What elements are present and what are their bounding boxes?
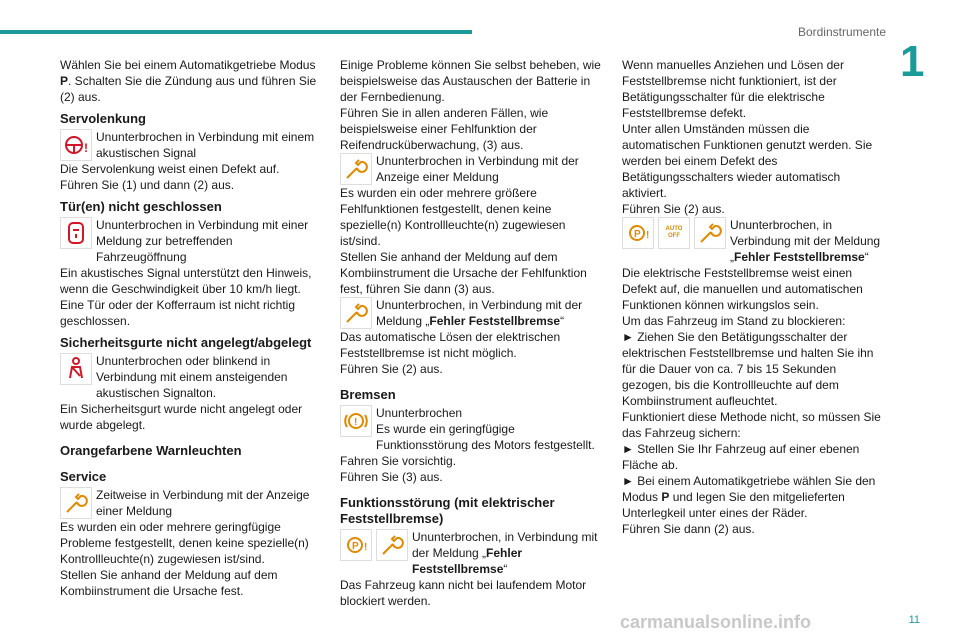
- bremsen-row: [340, 405, 605, 453]
- svg-text:!: !: [364, 542, 368, 553]
- col3-text-7: Funktioniert diese Methode nicht, so müssen Sie das Fahrzeug sichern:: [622, 410, 881, 440]
- service-desc: Zeitweise in Verbindung mit der Anzeige einer Meldung: [96, 488, 310, 518]
- svg-text:!: !: [354, 417, 358, 428]
- gurte-text: Ein Sicherheitsgurt wurde nicht angelegt oder wurde abgelegt.: [60, 402, 303, 432]
- col3-text-6: ► Ziehen Sie den Betätigungsschalter der elektrischen Feststellbremse und halten Sie ihn für die Dauer von ca. 7 bis 15 Sekunden gezogen, bis die Kontrollleuchte auf dem Kombiinstrument aufleuchtet.: [622, 330, 874, 408]
- column-3: [622, 57, 887, 537]
- wrench-icon: [376, 529, 408, 561]
- svg-text:P: P: [634, 229, 641, 240]
- col2-text-4: Führen Sie (2) aus.: [340, 362, 443, 376]
- page-number: 11: [908, 614, 920, 626]
- svg-text:P: P: [352, 541, 359, 552]
- col3-icon-row: [622, 217, 887, 265]
- column-1: [60, 57, 325, 599]
- auto-off-icon: AUTO OFF: [658, 217, 690, 249]
- heading-service: Service: [60, 469, 107, 484]
- gurte-desc: Ununterbrochen oder blinkend in Verbindung mit einem ansteigenden akustischen Signalton.: [96, 354, 288, 400]
- funktion-desc: Ununterbrochen, in Verbindung mit der Meldung „Fehler Feststellbremse“: [412, 530, 598, 576]
- seatbelt-icon: [60, 353, 92, 385]
- bremsen-text: Fahren Sie vorsichtig.: [340, 454, 457, 468]
- col3-text-5: Um das Fahrzeug im Stand zu blockieren:: [622, 314, 846, 328]
- col2-intro-2: Führen Sie in allen anderen Fällen, wie beispielsweise einer Fehlfunktion der Reifendrucküberwachung, (3) aus.: [340, 106, 549, 152]
- col2-text: Es wurden ein oder mehrere größere Fehlfunktionen festgestellt, denen keine spezielle(n) Kontrollleuchte(n) zugewiesen ist/sind.: [340, 186, 566, 248]
- gurte-row: [60, 353, 325, 401]
- col2-text-3: Das automatische Lösen der elektrischen Feststellbremse ist nicht möglich.: [340, 330, 561, 360]
- bremsen-text-2: Führen Sie (3) aus.: [340, 470, 443, 484]
- heading-orange-warnleuchten: Orangefarbene Warnleuchten: [60, 443, 242, 458]
- svg-text:!: !: [646, 230, 650, 241]
- service-row: [60, 487, 325, 519]
- wrench2-row: [340, 297, 605, 329]
- col3-text-2: Unter allen Umständen müssen die automatischen Funktionen genutzt werden. Sie werden bei einem Defekt des Betätigungsschalters wieder automatisch aktiviert.: [622, 122, 873, 200]
- servolenkung-row: [60, 129, 325, 161]
- heading-tueren: Tür(en) nicht geschlossen: [60, 199, 222, 214]
- col3-text-9: ► Bei einem Automatikgetriebe wählen Sie den Modus P und legen Sie den mitgelieferten Unterlegkeil unter eines der Räder.: [622, 474, 876, 520]
- door-open-icon: [60, 217, 92, 249]
- col3-text-10: Führen Sie dann (2) aus.: [622, 522, 755, 536]
- service-text-2: Stellen Sie anhand der Meldung auf dem Kombiinstrument die Ursache fest.: [60, 568, 278, 598]
- col3-desc: Ununterbrochen, in Verbindung mit der Meldung „Fehler Feststellbremse“: [730, 218, 881, 264]
- tueren-row: [60, 217, 325, 265]
- heading-servolenkung: Servolenkung: [60, 111, 146, 126]
- header-accent-bar: [0, 30, 472, 34]
- svg-text:!: !: [84, 141, 88, 155]
- col2-text-2: Stellen Sie anhand der Meldung auf dem Kombiinstrument die Ursache der Fehlfunktion fest, führen Sie dann (3) aus.: [340, 250, 587, 296]
- col3-text-3: Führen Sie (2) aus.: [622, 202, 725, 216]
- wrench-icon: [340, 297, 372, 329]
- intro-text: Wählen Sie bei einem Automatikgetriebe Modus P. Schalten Sie die Zündung aus und führen Sie (2) aus.: [60, 58, 317, 104]
- wrench-icon: [340, 153, 372, 185]
- funktion-text: Das Fahrzeug kann nicht bei laufendem Motor blockiert werden.: [340, 578, 587, 608]
- heading-funktionsstoerung: Funktionsstörung (mit elektrischer Feststellbremse): [340, 495, 555, 526]
- col3-text: Wenn manuelles Anziehen und Lösen der Feststellbremse nicht funktioniert, ist der Betätigungsschalter für die elektrische Feststellbremse defekt.: [622, 58, 844, 120]
- steering-warning-icon: [60, 129, 92, 161]
- wrench1-row: [340, 153, 605, 185]
- servolenkung-text: Die Servolenkung weist einen Defekt auf.: [60, 162, 280, 176]
- column-2: [340, 57, 605, 609]
- parking-brake-warning-icon: [622, 217, 654, 249]
- bremsen-desc-2: Es wurde ein geringfügige Funktionsstörung des Motors festgestellt.: [376, 422, 595, 452]
- wrench-icon: [60, 487, 92, 519]
- parking-brake-warning-icon: [340, 529, 372, 561]
- servolenkung-action: Führen Sie (1) und dann (2) aus.: [60, 178, 235, 192]
- servolenkung-desc: Ununterbrochen in Verbindung mit einem akustischen Signal: [96, 130, 315, 160]
- tueren-text: Ein akustisches Signal unterstützt den Hinweis, wenn die Geschwindigkeit über 10 km/h liegt.: [60, 266, 312, 296]
- chapter-number: 1: [900, 37, 925, 86]
- heading-bremsen: Bremsen: [340, 387, 396, 402]
- bremsen-desc: Ununterbrochen: [376, 406, 463, 420]
- tueren-text-2: Eine Tür oder der Kofferraum ist nicht richtig geschlossen.: [60, 298, 295, 328]
- col3-text-4: Die elektrische Feststellbremse weist einen Defekt auf, die manuellen und automatischen Funktionen können wirkungslos sein.: [622, 266, 863, 312]
- wrench-icon: [694, 217, 726, 249]
- wrench1-desc: Ununterbrochen in Verbindung mit der Anzeige einer Meldung: [376, 154, 579, 184]
- wrench2-desc: Ununterbrochen, in Verbindung mit der Meldung „Fehler Feststellbremse“: [376, 298, 583, 328]
- brake-warning-icon: [340, 405, 372, 437]
- heading-gurte: Sicherheitsgurte nicht angelegt/abgelegt: [60, 335, 312, 350]
- watermark: carmanualsonline.info: [620, 612, 812, 632]
- col3-text-8: ► Stellen Sie Ihr Fahrzeug auf einer ebenen Fläche ab.: [622, 442, 860, 472]
- funktion-row: [340, 529, 605, 577]
- col2-intro: Einige Probleme können Sie selbst beheben, wie beispielsweise das Austauschen der Batterie in der Fernbedienung.: [340, 58, 601, 104]
- service-text: Es wurden ein oder mehrere geringfügige Probleme festgestellt, denen keine spezielle(n) Kontrollleuchte(n) zugewiesen ist/sind.: [60, 520, 309, 566]
- tueren-desc: Ununterbrochen in Verbindung mit einer Meldung zur betreffenden Fahrzeugöffnung: [96, 218, 309, 264]
- section-title: Bordinstrumente: [797, 25, 886, 39]
